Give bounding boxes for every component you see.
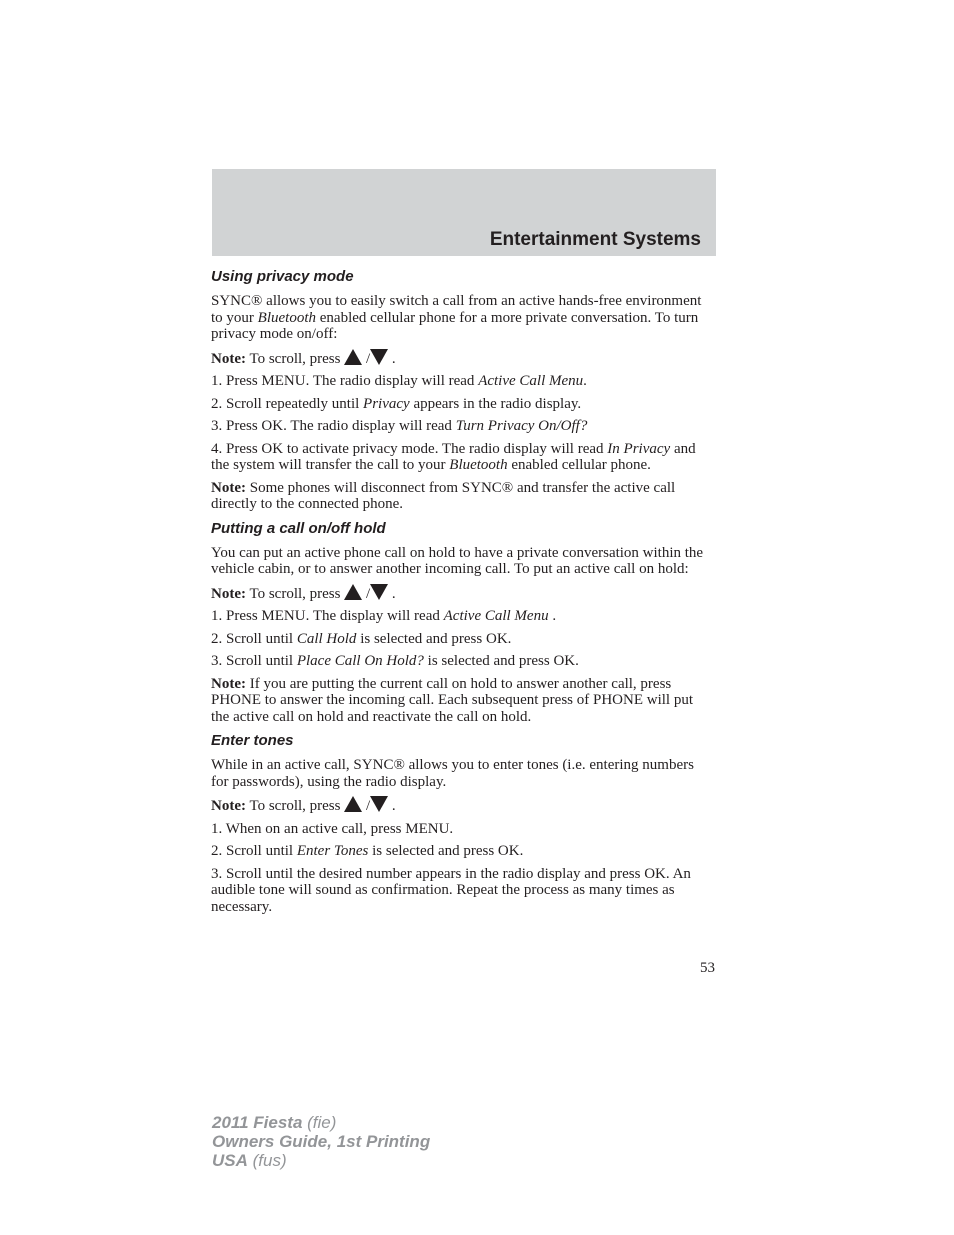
down-arrow-icon — [370, 796, 388, 812]
up-arrow-icon — [344, 796, 362, 812]
tones-scroll-note: Note: To scroll, press / . — [211, 798, 396, 814]
down-arrow-icon — [370, 584, 388, 600]
hold-intro: You can put an active phone call on hold to have a private conversation within the vehicle cabin, or to answer another incoming call. To put an active call on hold: — [211, 544, 704, 577]
hold-scroll-note: Note: To scroll, press / . — [211, 585, 396, 602]
heading-privacy-mode: Using privacy mode — [211, 268, 354, 285]
hold-step-3: 3. Scroll until Place Call On Hold? is selected and press OK. — [211, 653, 579, 669]
heading-call-hold: Putting a call on/off hold — [211, 519, 386, 537]
privacy-step-3: 3. Press OK. The radio display will read Turn Privacy On/Off? — [211, 418, 588, 434]
down-arrow-icon — [370, 349, 388, 365]
privacy-step-4: 4. Press OK to activate privacy mode. The radio display will read In Privacy and the system will transfer the call to your Bluetooth enabled cellular phone. — [211, 440, 696, 473]
footer-line-market: USA (fus) — [212, 1151, 287, 1170]
tones-step-3: 3. Scroll until the desired number appears in the radio display and press OK. An audible tone will sound as confirmation. Repeat the process as many times as necessary. — [211, 865, 691, 915]
hold-step-1: 1. Press MENU. The display will read Active Call Menu . — [211, 608, 557, 624]
page-content — [211, 267, 711, 921]
footer-imprint — [212, 1113, 430, 1170]
privacy-step-2: 2. Scroll repeatedly until Privacy appears in the radio display. — [211, 395, 582, 412]
hold-phone-note: Note: If you are putting the current call on hold to answer another call, press PHONE to answer the incoming call. Each subsequent press of PHONE will put the active call on hold and reactivate the call on hold. — [211, 675, 693, 725]
section-title: Entertainment Systems — [489, 229, 701, 250]
footer-line-guide: Owners Guide, 1st Printing — [212, 1132, 431, 1151]
tones-step-1: 1. When on an active call, press MENU. — [211, 820, 454, 837]
page-number: 53 — [700, 960, 715, 976]
tones-step-2: 2. Scroll until Enter Tones is selected and press OK. — [211, 843, 524, 859]
hold-step-2: 2. Scroll until Call Hold is selected and press OK. — [211, 630, 512, 647]
privacy-intro: SYNC® allows you to easily switch a call from an active hands-free environment to your Bluetooth enabled cellular phone for a more private conversation. To turn privacy mode on/off: — [211, 293, 702, 342]
up-arrow-icon — [344, 584, 362, 600]
section-header-band — [212, 169, 716, 256]
tones-intro: While in an active call, SYNC® allows you to enter tones (i.e. entering numbers for passwords), using the radio display. — [211, 757, 694, 790]
up-arrow-icon — [344, 349, 362, 365]
privacy-scroll-note: Note: To scroll, press / . — [211, 350, 396, 367]
privacy-step-1: 1. Press MENU. The radio display will read Active Call Menu. — [211, 373, 587, 389]
privacy-disconnect-note: Note: Some phones will disconnect from SYNC® and transfer the active call directly to the connected phone. — [211, 479, 676, 512]
heading-enter-tones: Enter tones — [211, 732, 294, 749]
footer-line-model: 2011 Fiesta (fie) — [212, 1113, 337, 1132]
